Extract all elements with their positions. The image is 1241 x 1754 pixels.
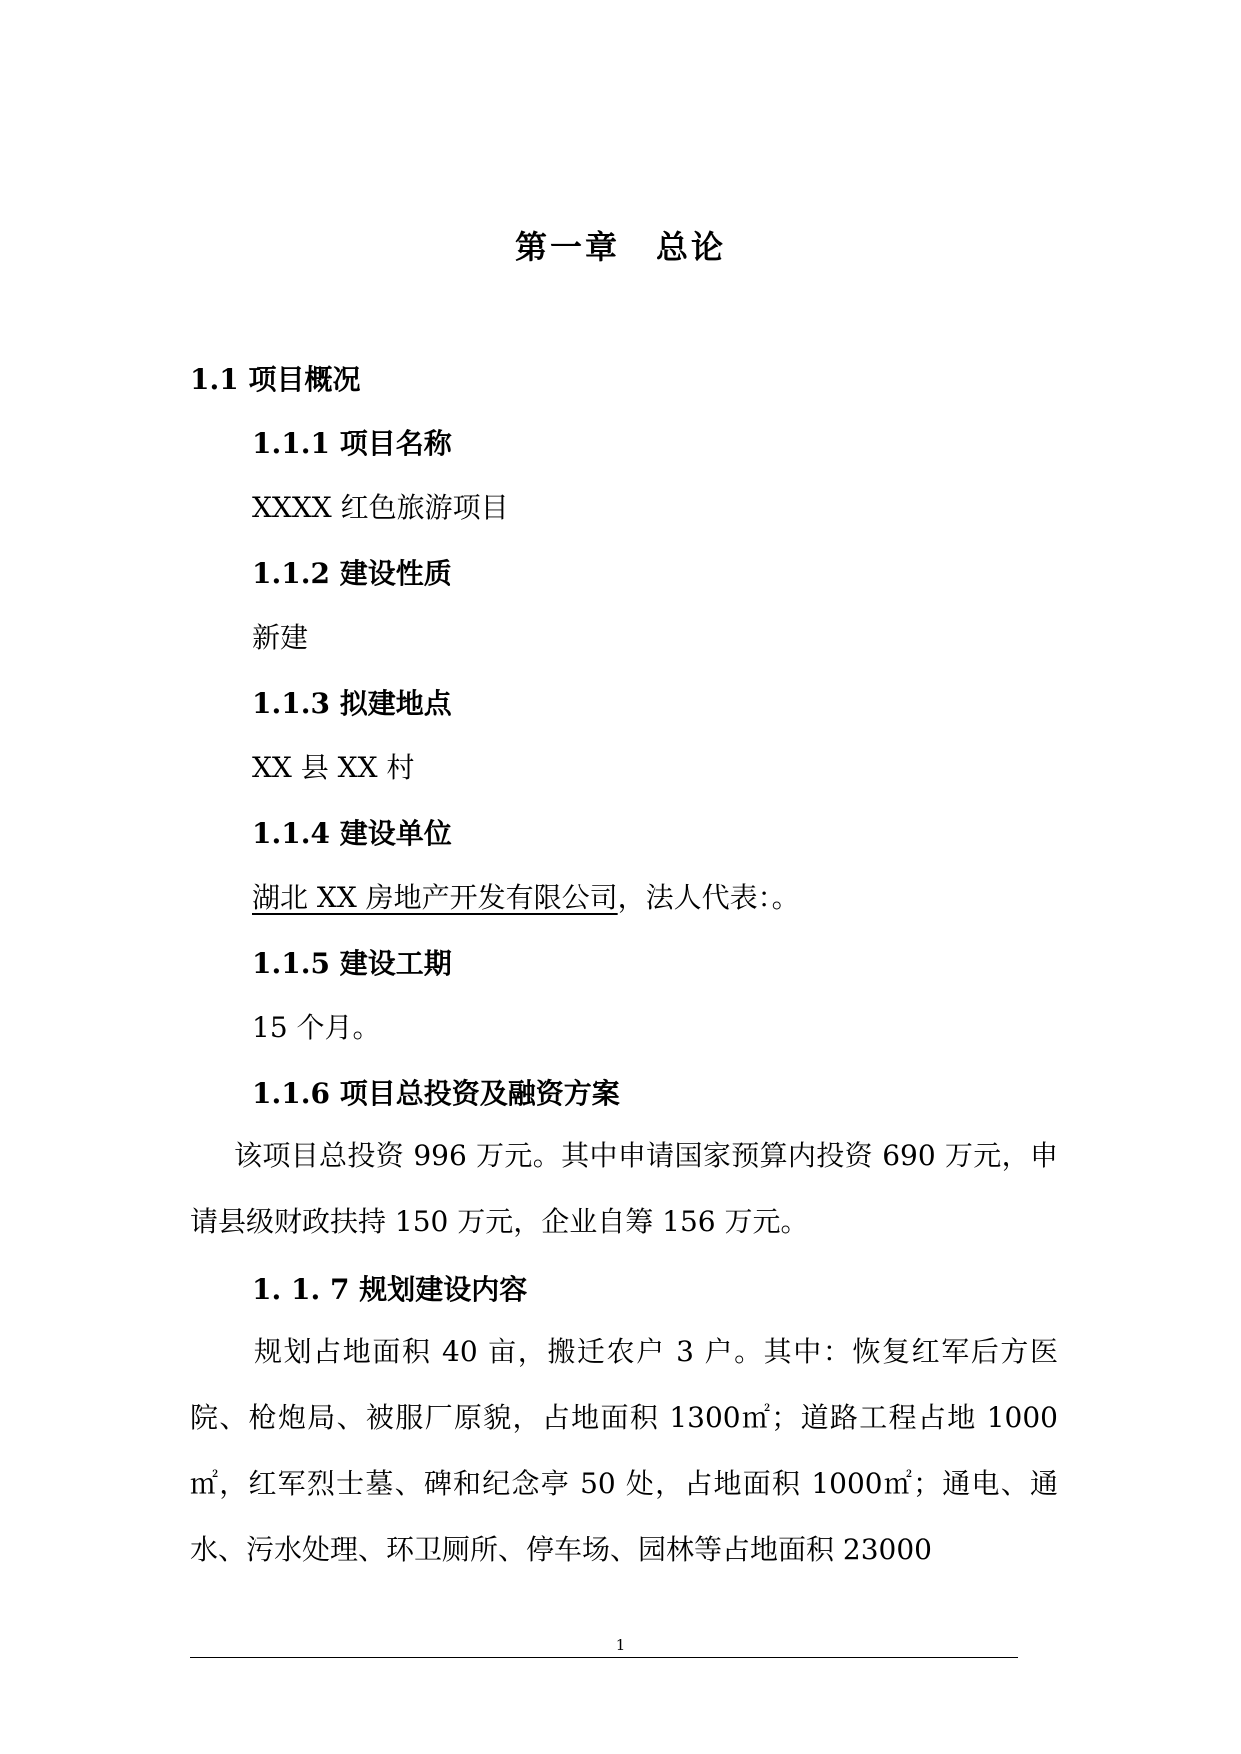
construction-nature: 新建 <box>252 621 309 654</box>
heading-1-1-1: 1.1.1 项目名称 <box>252 427 452 460</box>
legal-rep: ，法人代表：。 <box>617 881 800 914</box>
heading-1-1-3: 1.1.3 拟建地点 <box>252 687 452 720</box>
investment-paragraph: 该项目总投资 996 万元。其中申请国家预算内投资 690 万元，申请县级财政扶持 150 万元，企业自筹 156 万元。 <box>190 1139 1058 1238</box>
planning-paragraph: 规划占地面积 40 亩，搬迁农户 3 户。其中：恢复红军后方医院、枪炮局、被服厂原貌，占地面积 1300㎡；道路工程占地 1000㎡，红军烈士墓、碑和纪念亭 50 处，占地面积 1000㎡；通电、通水、污水处理、环卫厕所、停车场、园林等占地面积 23000 <box>190 1335 1058 1566</box>
heading-1-1-4: 1.1.4 建设单位 <box>252 817 452 850</box>
company-name: 湖北 XX 房地产开发有限公司 <box>252 881 618 914</box>
heading-1-1-7: 1. 1. 7 规划建设内容 <box>252 1273 528 1306</box>
section-heading-1-1: 1.1 项目概况 <box>190 363 361 396</box>
construction-site: XX 县 XX 村 <box>252 751 415 784</box>
footer-rule <box>190 1657 1018 1658</box>
construction-unit <box>252 876 800 916</box>
page-number: 1 <box>615 1636 626 1654</box>
heading-1-1-5: 1.1.5 建设工期 <box>252 947 452 980</box>
chapter-title <box>0 222 1241 268</box>
chapter-name: 总论 <box>656 228 727 266</box>
heading-1-1-2: 1.1.2 建设性质 <box>252 557 452 590</box>
project-name: XXXX 红色旅游项目 <box>252 491 509 524</box>
heading-1-1-6: 1.1.6 项目总投资及融资方案 <box>252 1077 620 1110</box>
chapter-number: 第一章 <box>514 228 620 266</box>
construction-period: 15 个月。 <box>252 1011 381 1044</box>
